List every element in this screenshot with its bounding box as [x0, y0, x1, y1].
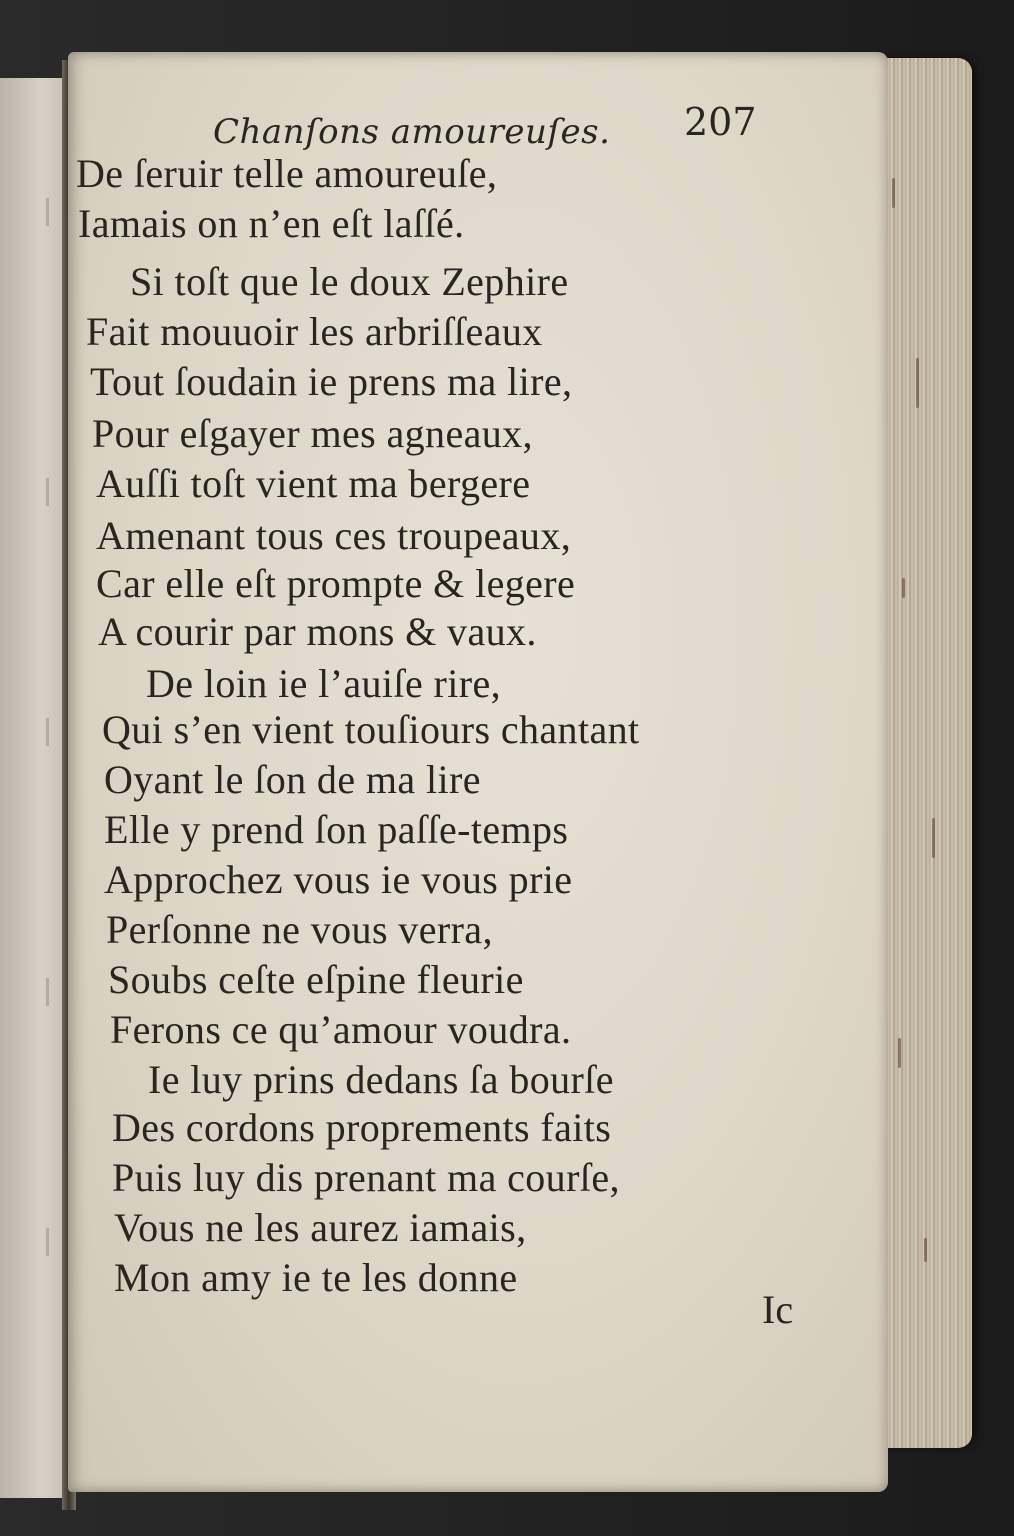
verse-line: Elle y prend ſon paſſe-temps	[104, 807, 569, 852]
verse-line: Des cordons proprements faits	[112, 1105, 612, 1150]
verse-line: Perſonne ne vous verra,	[106, 907, 493, 952]
verse-line: Ferons ce qu’amour voudra.	[110, 1007, 572, 1052]
verse-line: Tout ſoudain ie prens ma lire,	[90, 359, 573, 404]
page-number: 207	[684, 100, 757, 144]
verse-line: Si toſt que le doux Zephire	[130, 259, 569, 304]
verse-line: De ſeruir telle amoureuſe,	[76, 151, 498, 196]
verse-line: Ie luy prins dedans ſa bourſe	[148, 1057, 614, 1102]
catchword: Ic	[762, 1287, 794, 1332]
verse-line: Fait mouuoir les arbriſſeaux	[86, 309, 543, 354]
verse-line: Oyant le ſon de ma lire	[104, 757, 481, 802]
verse-line: De loin ie l’auiſe rire,	[146, 661, 502, 706]
verse-line: Qui s’en vient touſiours chantant	[102, 707, 640, 752]
verse-line: Car elle eſt prompte & legere	[96, 561, 576, 606]
verse-line: Auſſi toſt vient ma bergere	[96, 461, 531, 506]
verse-line: Iamais on n’en eſt laſſé.	[78, 201, 465, 246]
verse-line: A courir par mons & vaux.	[98, 609, 537, 654]
verse-line: Puis luy dis prenant ma courſe,	[112, 1155, 620, 1200]
verse-line: Pour eſgayer mes agneaux,	[92, 411, 533, 456]
verse-line: Soubs ceſte eſpine fleurie	[108, 957, 524, 1002]
verse-line: Approchez vous ie vous prie	[104, 857, 573, 902]
verse-line: Amenant tous ces troupeaux,	[96, 513, 572, 558]
verse-line: Mon amy ie te les donne	[114, 1255, 518, 1300]
running-head: Chanſons amoureuſes.	[213, 112, 611, 152]
verse-line: Vous ne les aurez iamais,	[114, 1205, 527, 1250]
